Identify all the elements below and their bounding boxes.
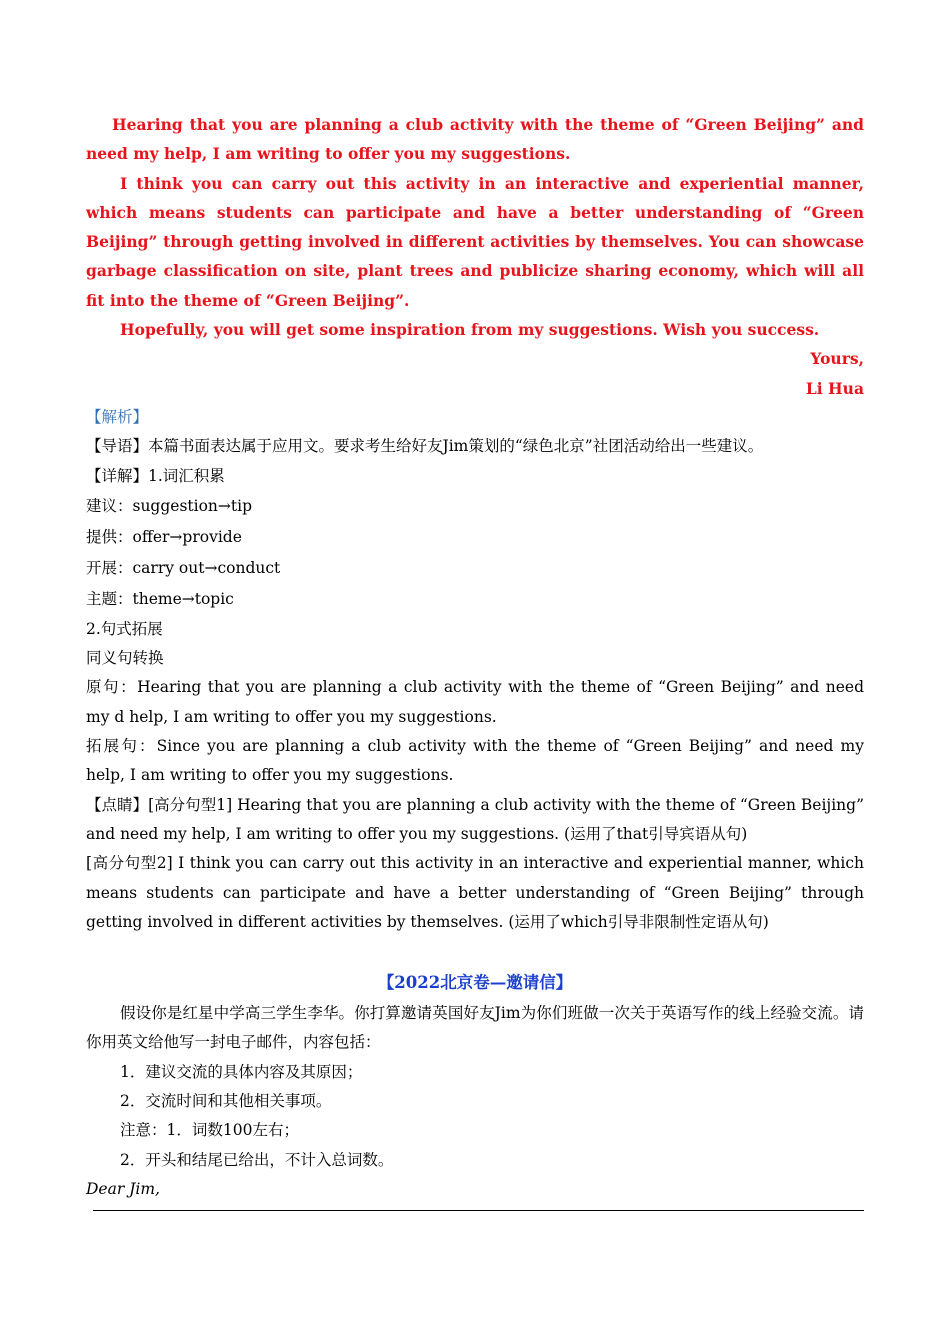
sentence-heading: 2.句式拓展 [86, 619, 163, 638]
task-note-1: 注意：1．词数100左右； [120, 1121, 299, 1140]
letter-paragraph-2: I think you can carry out this activity in an interactive and experiential manner, which means students can participate and have a better understanding of “Green Beijing” through getting involved in different activities by themselves. You can showcase garbage classification on site, plant trees and publicize sharing economy, which will all fit into the theme of “Green Beijing”. [86, 173, 864, 310]
letter-closing: Yours, [810, 349, 864, 369]
writing-line [93, 1210, 864, 1211]
analysis-detail-heading: 【详解】1.词汇积累 [86, 466, 225, 485]
vocab-item: 开展：carry out→conduct [86, 558, 281, 577]
vocab-item: 提供：offer→provide [86, 527, 242, 546]
task-item: 2．交流时间和其他相关事项。 [120, 1092, 332, 1111]
highlight-pattern-1: 【点睛】[高分句型1] Hearing that you are planning a club activity with the theme of “Green Beijing” and need my help, I am writing to offer you my suggestions. (运用了that引导宾语从句) [86, 795, 864, 843]
task-item: 1．建议交流的具体内容及其原因； [120, 1062, 363, 1081]
task-intro: 假设你是红星中学高三学生李华。你打算邀请英国好友Jim为你们班做一次关于英语写作的线上经验交流。请你用英文给他写一封电子邮件，内容包括： [86, 1004, 864, 1052]
vocab-item: 建议：suggestion→tip [86, 496, 253, 515]
vocab-item: 主题：theme→topic [86, 589, 234, 608]
letter-paragraph-3: Hopefully, you will get some inspiration from my suggestions. Wish you success. [120, 320, 820, 340]
highlight-pattern-2: [高分句型2] I think you can carry out this activity in an interactive and experiential manner, which means students can participate and have a better understanding of “Green Beijing” through getting involved in different activities by themselves. (运用了which引导非限制性定语从句) [86, 854, 864, 931]
original-sentence: 原句：Hearing that you are planning a club activity with the theme of “Green Beijing” and need my d help, I am writing to offer you my suggestions. [86, 678, 864, 726]
task-note-2: 2．开头和结尾已给出，不计入总词数。 [120, 1150, 394, 1169]
analysis-heading: 【解析】 [86, 407, 149, 426]
letter-paragraph-1: Hearing that you are planning a club activity with the theme of “Green Beijing” and need my help, I am writing to offer you my suggestions. [86, 115, 864, 164]
analysis-guide: 【导语】本篇书面表达属于应用文。要求考生给好友Jim策划的“绿色北京”社团活动给出一些建议。 [86, 437, 764, 456]
letter-signature: Li Hua [805, 378, 864, 398]
salutation: Dear Jim, [86, 1179, 160, 1198]
task-title: 【2022北京卷—邀请信】 [377, 973, 573, 993]
expanded-sentence: 拓展句：Since you are planning a club activity with the theme of “Green Beijing” and need my help, I am writing to offer you my suggestions. [86, 737, 864, 785]
document-page [86, 110, 864, 1204]
synonym-heading: 同义句转换 [86, 649, 164, 668]
